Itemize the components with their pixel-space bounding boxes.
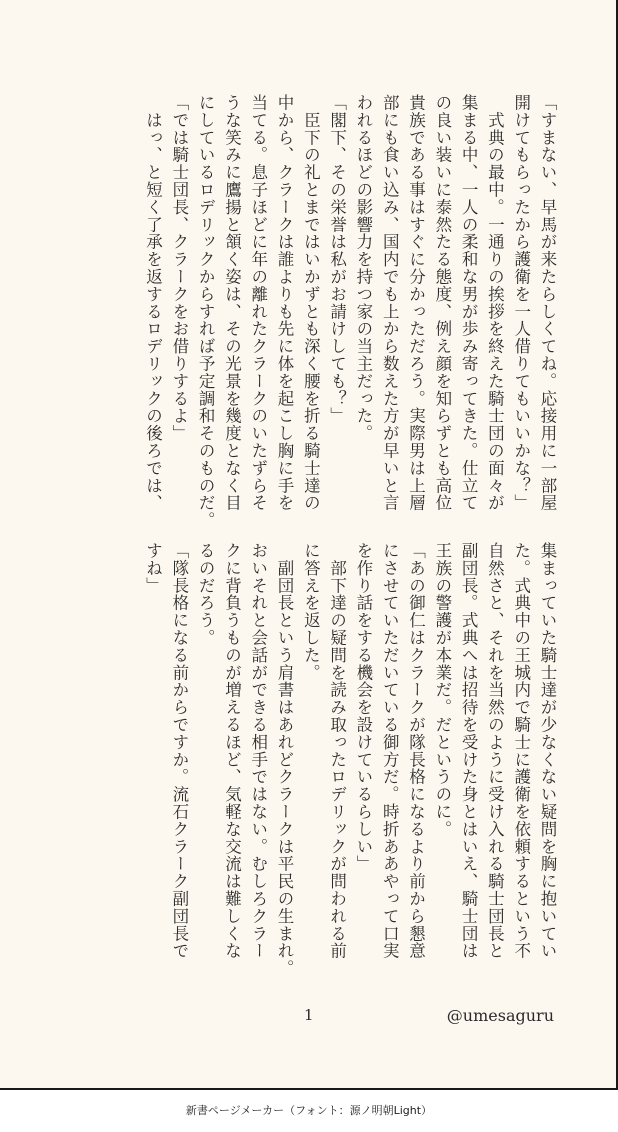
- text-block-upper: [139, 94, 560, 529]
- text-column: 開けてもらったから護衛を一人借りてもいいかな？」: [511, 94, 531, 512]
- text-column: を作り話をする機会を設けているらしい」: [353, 542, 373, 873]
- page-number: 1: [304, 1006, 314, 1024]
- text-column: すね」: [143, 542, 163, 595]
- text-column: 式典の最中。一通りの挨拶を終えた騎士団の面々が: [485, 94, 505, 512]
- text-column: おいそれと会話ができる相手ではない。むしろクラー: [248, 542, 268, 960]
- text-column: 「隊長格になる前からですか。流石クラーク副団長で: [169, 542, 189, 960]
- text-block-lower: [139, 542, 560, 977]
- text-column: はっ、と短く了承を返するロデリックの後ろでは、: [143, 94, 163, 512]
- text-column: 集まっていた騎士達が少なくない疑問を胸に抱いてい: [538, 542, 557, 960]
- text-column: た。式典中の王城内で騎士に護衛を依頼するという不: [511, 542, 531, 960]
- author-handle: @umesaguru: [446, 1006, 554, 1025]
- text-column: 集まる中、一人の柔和な男が歩み寄ってきた。仕立て: [459, 94, 479, 512]
- text-column: 「すまない、早馬が来たらしくてね。応接用に一部屋: [538, 94, 557, 512]
- text-column: 部にも食い込み、国内でも上から数えた方が早いと言: [380, 94, 400, 512]
- text-column: 中から、クラークは誰よりも先に体を起こし胸に手を: [275, 94, 295, 512]
- text-column: にしているロデリックからすれば予定調和そのものだ。: [196, 94, 216, 529]
- text-column: 「あの御仁はクラークが隊長格になるより前から懇意: [406, 542, 426, 960]
- text-column: にさせていただいている御方だ。時折ああやって口実: [380, 542, 400, 960]
- text-column: 「閣下、その栄誉は私がお請けしても？」: [327, 94, 347, 425]
- text-column: 王族の警護が本業だ。だというのに。: [432, 542, 452, 838]
- text-column: クに背負うものが増えるほど、気軽な交流は難しくな: [222, 542, 242, 960]
- text-column: 貴族である事はすぐに分かっただろう。実際男は上層: [406, 94, 426, 512]
- text-column: われるほどの影響力を持つ家の当主だった。: [353, 94, 373, 442]
- text-column: に答えを返した。: [301, 542, 321, 682]
- text-column: 「では騎士団長、クラークをお借りするよ」: [169, 94, 189, 442]
- text-column: 部下達の疑問を読み取ったロデリックが問われる前: [327, 542, 347, 960]
- text-column: うな笑みに鷹揚と頷く姿は、その光景を幾度となく目: [222, 94, 242, 512]
- text-column: の良い装いに泰然たる態度、例え顔を知らずとも高位: [432, 94, 452, 512]
- text-column: 副団長。式典へは招待を受けた身とはいえ、騎士団は: [459, 542, 479, 960]
- text-column: 自然さと、それを当然のように受け入れる騎士団長と: [485, 542, 505, 960]
- text-column: るのだろう。: [196, 542, 216, 647]
- generator-caption: 新書ページメーカー（フォント：源ノ明朝Light）: [185, 1104, 433, 1117]
- text-column: 当てる。息子ほどに年の離れたクラークのいたずらそ: [248, 94, 268, 512]
- text-column: 臣下の礼とまではいかずとも深く腰を折る騎士達の: [301, 94, 321, 512]
- text-column: 副団長という肩書はあれどクラークは平民の生まれ。: [275, 542, 295, 977]
